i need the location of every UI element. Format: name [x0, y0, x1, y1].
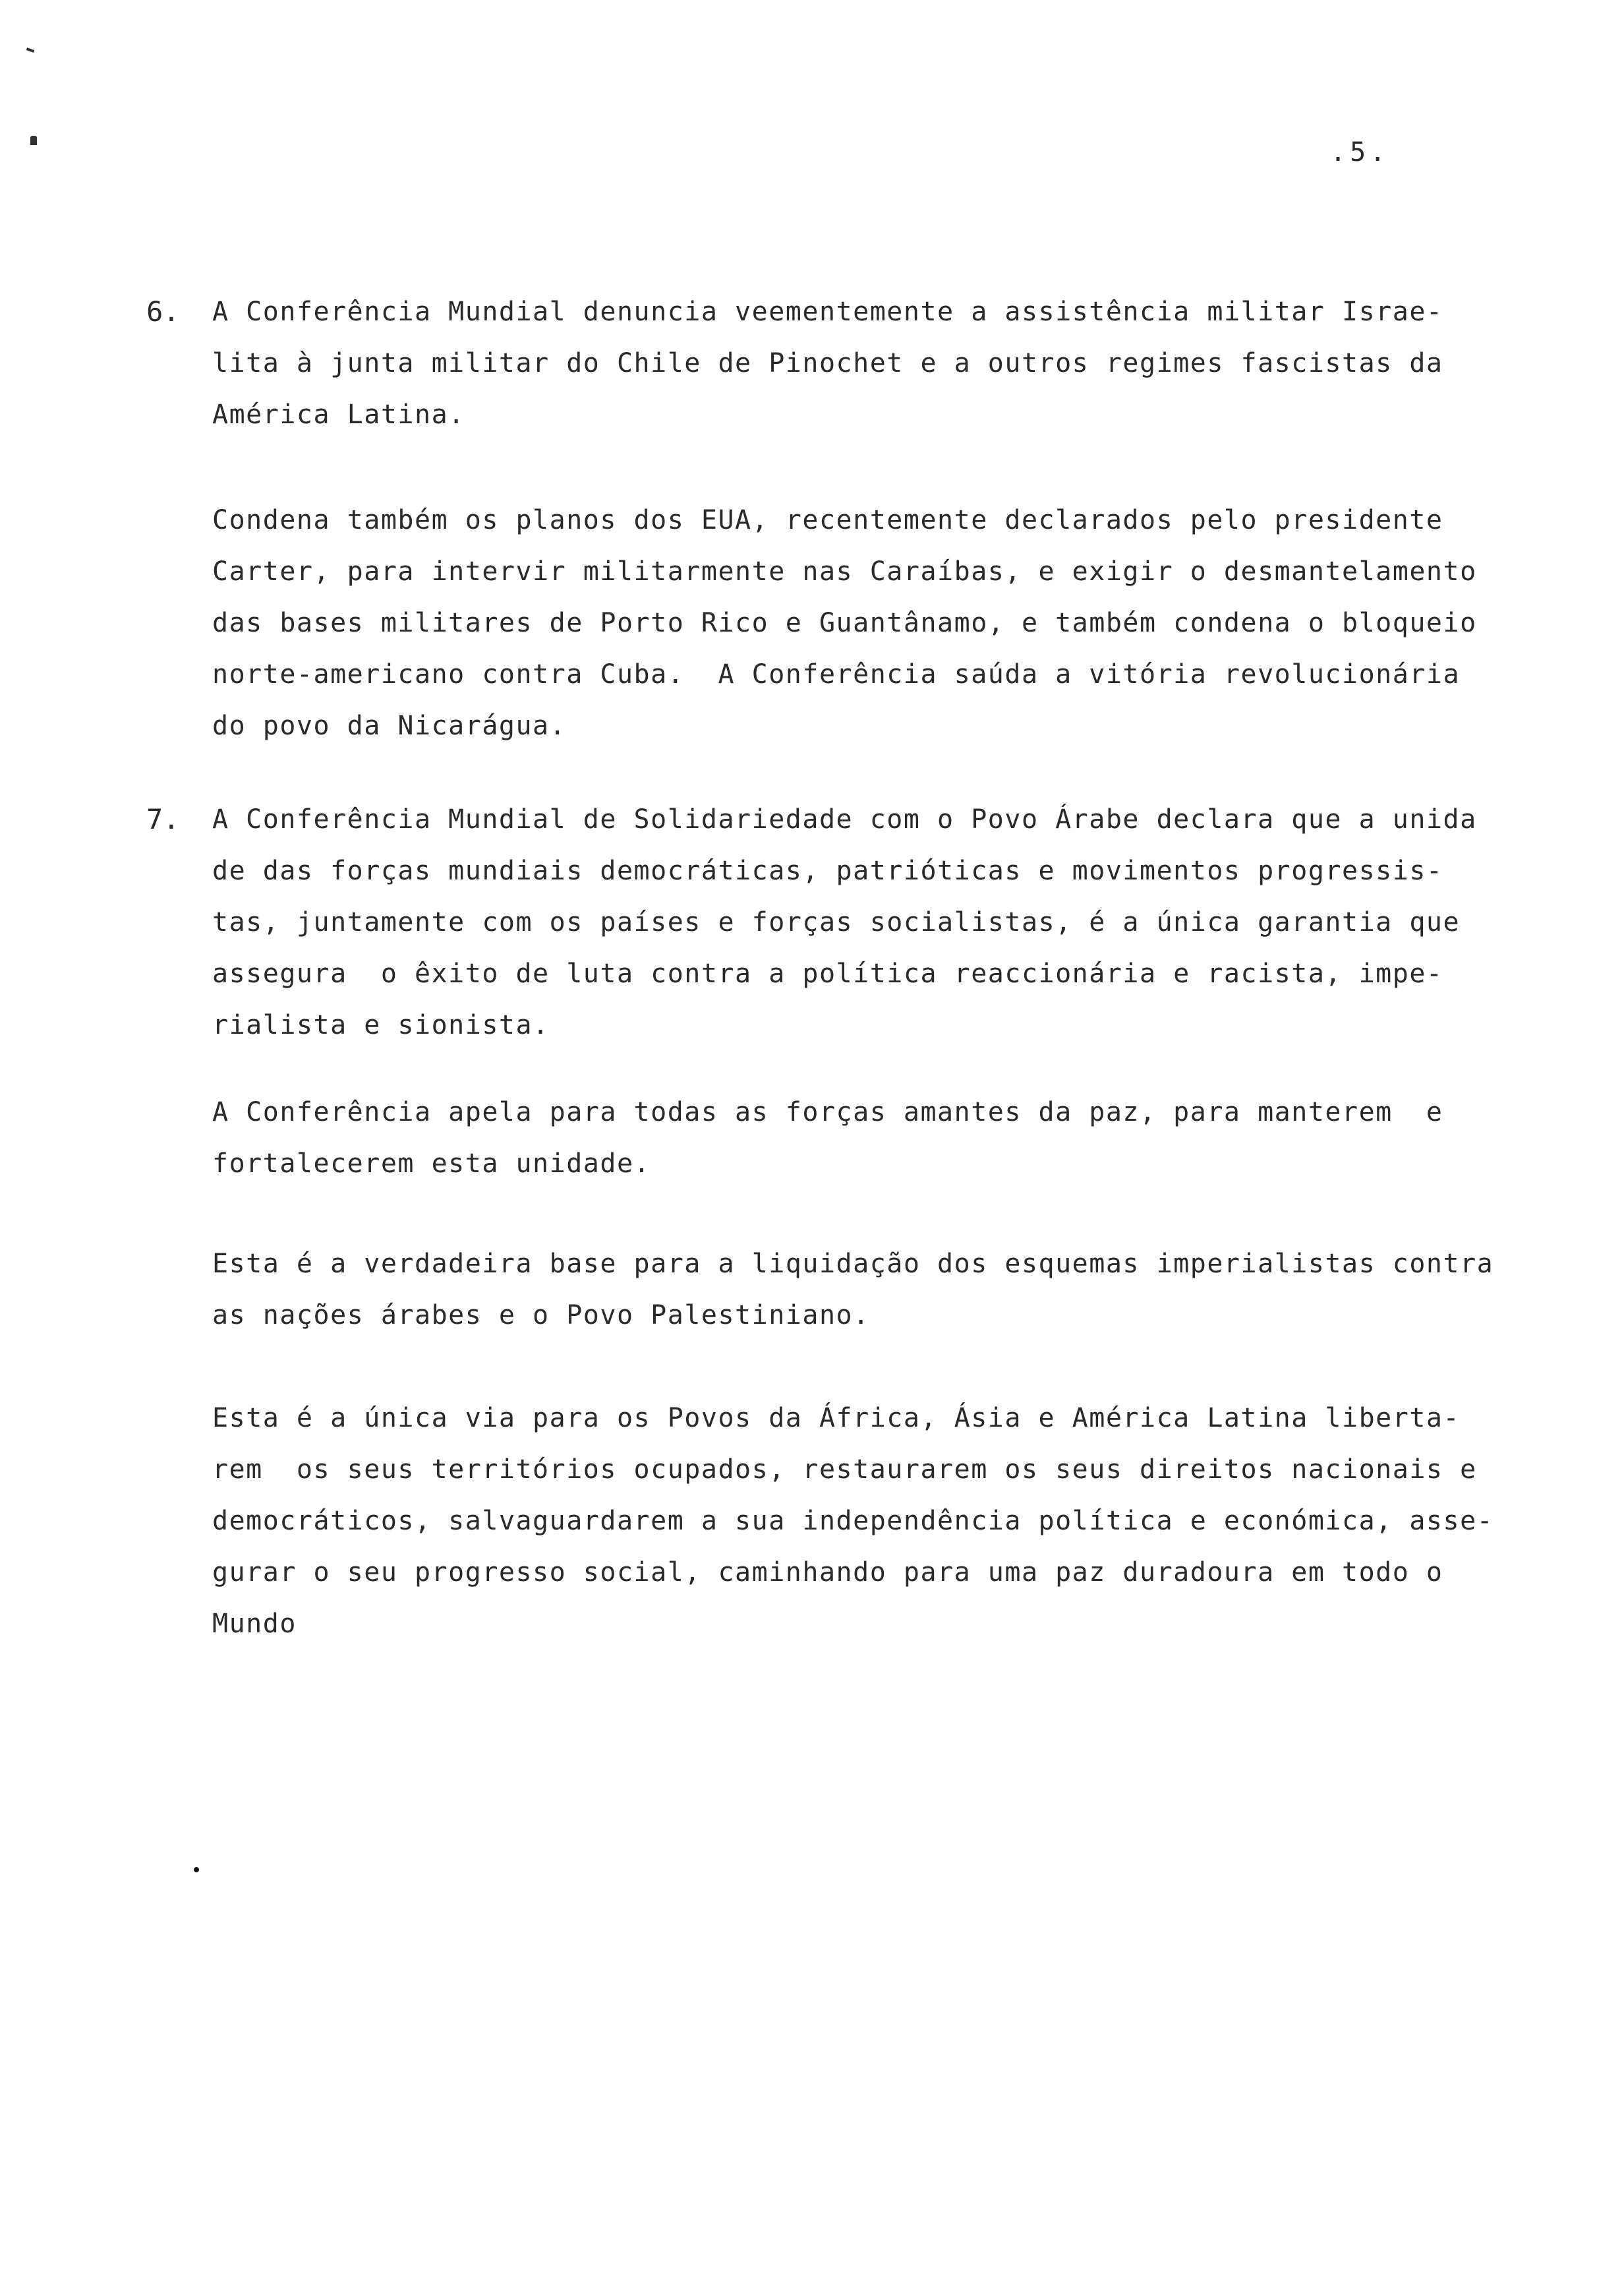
scan-mark [30, 136, 37, 145]
scan-mark [26, 47, 35, 53]
text-line: norte-americano contra Cuba. A Conferência saúda a vitória revolucionária [212, 659, 1461, 690]
text-line: rialista e sionista. [212, 1010, 550, 1040]
text-line: fortalecerem esta unidade. [212, 1148, 651, 1179]
text-line: do povo da Nicarágua. [212, 711, 567, 741]
paragraph [212, 1392, 1494, 1650]
text-line: democráticos, salvaguardarem a sua independência política e económica, asse- [212, 1506, 1494, 1536]
text-line: Mundo [212, 1609, 297, 1639]
paragraph [212, 794, 1477, 1051]
text-line: de das forças mundiais democráticas, patrióticas e movimentos progressis- [212, 856, 1443, 886]
text-line: assegura o êxito de luta contra a política reaccionária e racista, impe- [212, 959, 1443, 989]
text-line: Carter, para intervir militarmente nas Caraíbas, e exigir o desmantelamento [212, 556, 1477, 587]
text-line: Condena também os planos dos EUA, recentemente declarados pelo presidente [212, 505, 1443, 535]
item-number: 7. [146, 803, 180, 835]
paragraph [212, 494, 1477, 752]
text-line: rem os seus territórios ocupados, restaurarem os seus direitos nacionais e [212, 1454, 1477, 1485]
paragraph [212, 1238, 1494, 1341]
text-line: A Conferência apela para todas as forças amantes da paz, para manterem e [212, 1097, 1443, 1127]
text-line: lita à junta militar do Chile de Pinochet e a outros regimes fascistas da [212, 348, 1443, 378]
page-number: .5. [1330, 137, 1390, 167]
text-line: as nações árabes e o Povo Palestiniano. [212, 1300, 870, 1330]
text-line: América Latina. [212, 400, 465, 430]
text-line: A Conferência Mundial denuncia veementemente a assistência militar Israe- [212, 297, 1443, 327]
text-line: Esta é a verdadeira base para a liquidação dos esquemas imperialistas contra [212, 1249, 1494, 1279]
text-line: das bases militares de Porto Rico e Guantânamo, e também condena o bloqueio [212, 608, 1477, 638]
item-number: 6. [146, 295, 180, 328]
paragraph [212, 1086, 1464, 1189]
scan-mark [194, 1867, 199, 1872]
text-line: gurar o seu progresso social, caminhando para uma paz duradoura em todo o [212, 1557, 1443, 1588]
text-line: Esta é a única via para os Povos da África, Ásia e América Latina liberta- [212, 1403, 1461, 1433]
text-line: tas, juntamente com os países e forças socialistas, é a única garantia que [212, 907, 1461, 937]
paragraph [212, 286, 1464, 440]
text-line: A Conferência Mundial de Solidariedade com o Povo Árabe declara que a unida [212, 804, 1477, 835]
